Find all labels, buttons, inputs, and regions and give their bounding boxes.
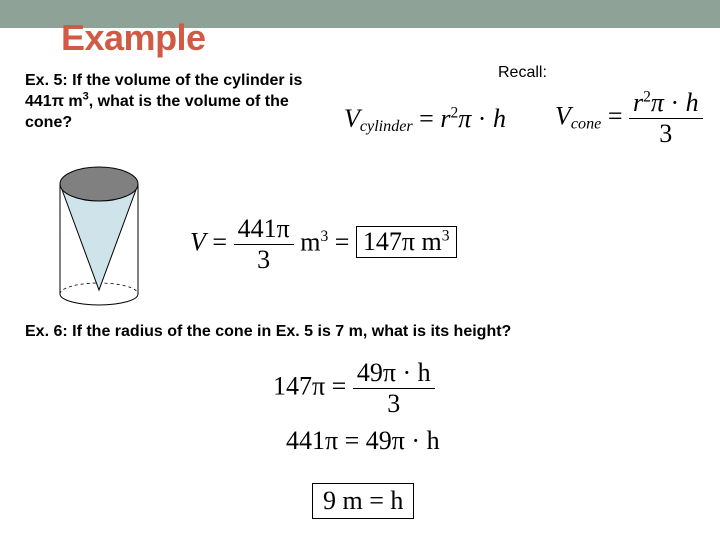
sol-v: V xyxy=(190,227,206,257)
cyl-exp: 2 xyxy=(450,104,459,122)
cyl-pi: π xyxy=(458,104,472,133)
cone-formula xyxy=(555,88,703,149)
step1-fraction xyxy=(353,358,435,419)
ex5-result-box xyxy=(356,226,457,258)
cone-pi: π xyxy=(650,88,664,117)
cone-dot: · xyxy=(663,88,686,117)
sol-num: 441π xyxy=(237,214,290,243)
step1-num: 49π · h xyxy=(356,358,431,387)
ex6-step2 xyxy=(286,426,440,456)
sol-result-exp: 3 xyxy=(441,227,450,245)
cone-in-cylinder-diagram xyxy=(56,160,146,310)
sol-unit-exp: 3 xyxy=(320,227,329,245)
cyl-dot: · xyxy=(471,104,493,133)
sol-den: 3 xyxy=(234,244,294,275)
step1-eq: = xyxy=(325,371,353,401)
slide-title: Example xyxy=(61,17,206,58)
step1-den: 3 xyxy=(353,388,435,419)
cone-eq: = xyxy=(601,101,629,131)
ex6-answer xyxy=(312,483,414,519)
ex5-question xyxy=(25,70,325,133)
cone-body xyxy=(61,187,137,290)
cone-h: h xyxy=(685,88,699,117)
ex6-answer-box xyxy=(312,483,414,519)
cone-exp: 2 xyxy=(643,88,651,106)
cone-den: 3 xyxy=(629,118,703,149)
cone-fraction xyxy=(629,88,703,149)
sol-result: 147π m xyxy=(362,227,442,257)
sol-eq: = xyxy=(205,227,234,257)
step1-lhs: 147π xyxy=(273,371,326,401)
cyl-eq: = xyxy=(412,104,441,133)
cyl-v: V xyxy=(344,104,360,133)
cone-r: r xyxy=(632,88,644,117)
answer-text: 9 m = h xyxy=(323,486,404,515)
cyl-h: h xyxy=(492,104,506,133)
sol-eq2: = xyxy=(328,227,356,257)
sol-unit: m xyxy=(293,227,321,257)
ex5-question-part2: , what is the volume of the cone? xyxy=(25,93,289,131)
ex5-question-part1: Ex. 5: If the volume of the cylinder is 441π m xyxy=(25,72,303,110)
recall-label: Recall: xyxy=(498,64,547,81)
ex5-question-exponent: 3 xyxy=(82,90,89,103)
ex5-solution xyxy=(190,214,457,275)
cylinder-top-face xyxy=(60,167,138,201)
cylinder-bottom-front xyxy=(60,294,138,305)
ex6-question: Ex. 6: If the radius of the cone in Ex. 5 is 7 m, what is its height? xyxy=(25,323,512,340)
ex6-step1 xyxy=(273,358,435,419)
cylinder-formula xyxy=(344,104,506,134)
cone-sub: cone xyxy=(570,115,602,133)
cone-v: V xyxy=(555,101,571,131)
sol-fraction xyxy=(234,214,294,275)
step2-text: 441π = 49π · h xyxy=(286,426,440,455)
cyl-sub: cylinder xyxy=(359,118,413,135)
cyl-r: r xyxy=(440,104,451,133)
